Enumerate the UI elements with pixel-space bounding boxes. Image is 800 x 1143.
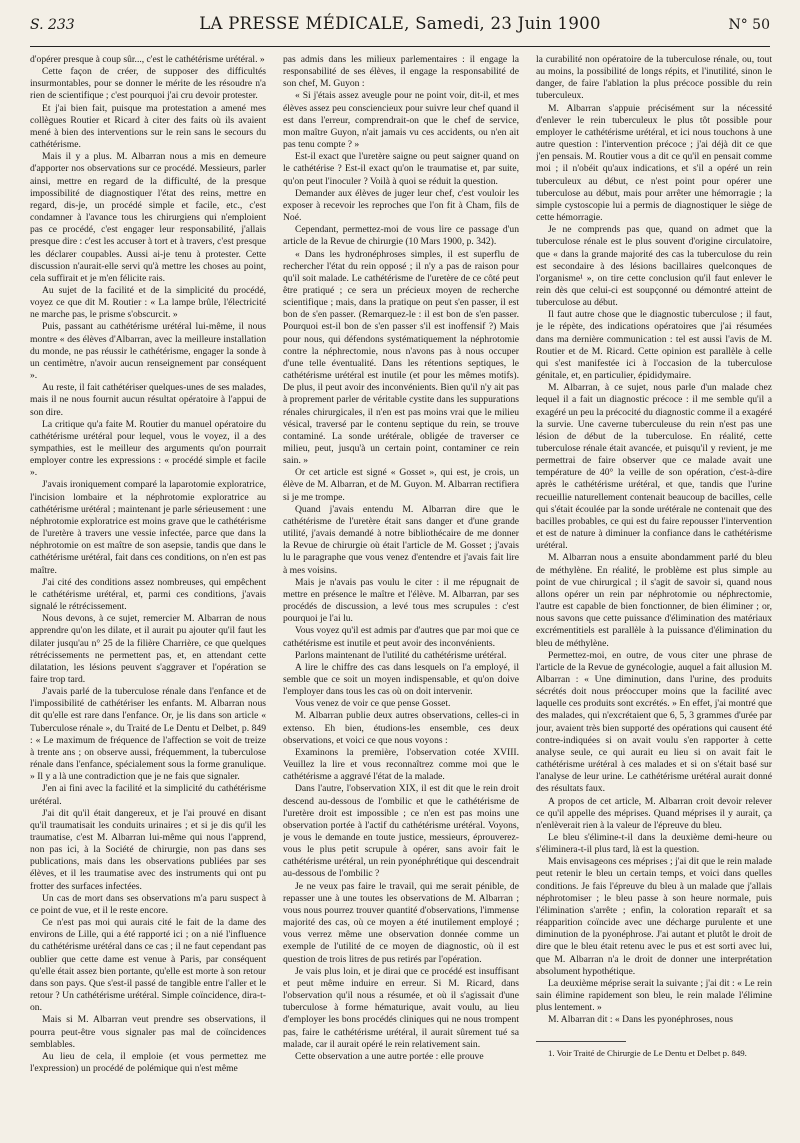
paragraph: J'avais ironiquement comparé la laparotomie exploratrice, l'incision lombaire et la néphrotomie exploratrice au cathétérisme urétéral ; maintenant je parle sérieusement : une néphrotomie exploratrice est moins grave que le cathétérisme de l'uretère à travers une vessie infectée, parce que dans la néphrotomie on est maître de son asepsie, tandis que dans le cathétérisme urétéral, fait dans ces conditions, on n'en est pas maître.	[30, 479, 266, 576]
paragraph: M. Albarran nous a ensuite abondamment parlé du bleu de méthylène. En réalité, le problème est plus simple au point de vue chirurgical ; il s'agit de savoir si, quand nous allons opérer un rein par néphrotomie ou néphrectomie, l'autre est capable de bien fonctionner, de bien éliminer ; or, nous savons que cette puissance d'élimination des matériaux excrémentitiels est parallèle à la puissance d'élimination du bleu de méthylène.	[536, 552, 772, 649]
paragraph: « Dans les hydronéphroses simples, il est superflu de rechercher l'état du rein opposé ; il n'y a pas de raison pour qu'il soit malade. Le cathétérisme de l'uretère de ce côté peut être pratiqué ; ce sera un précieux moyen de recherche scientifique ; mais, dans la pratique on peut s'en passer, il est bon de s'en passer. (Remarquez-le : il est bon de s'en passer. Pourquoi est-il bon de s'en passer s'il est inoffensif ?) Mais pour nous, qui défendons systématiquement la néphrotomie contre la néphrectomie, nous n'avons pas à nous occuper d'une telle éventualité. Dans les rétentions septiques, le cathétérisme urétéral est inutile (et pour les mêmes motifs). De plus, il peut avoir des inconvénients. Bien qu'il n'y ait pas à proprement parler de véritable cystite dans les suppurations rénales chirurgicales, il n'en est pas moins vrai que le milieu vésical, traversé par le contenu septique du rein, se trouve contaminé. La sonde urétérale, obligée de traverser ce milieu, peut, jusqu'à un certain point, contaminer ce rein sain. »	[283, 248, 519, 467]
paragraph: Demander aux élèves de juger leur chef, c'est vouloir les exposer à recevoir les reproches que l'on fit à Cham, fils de Noé.	[283, 187, 519, 224]
paragraph: Au lieu de cela, il emploie (et vous permettez me l'expression) un procédé de polémique qui n'est même	[30, 1050, 266, 1074]
paragraph: A propos de cet article, M. Albarran croit devoir relever ce qu'il appelle des méprises. Quand méprises il y aurait, ça n'enlèverait rien à la valeur de l'épreuve du bleu.	[536, 795, 772, 831]
paragraph: La critique qu'a faite M. Routier du manuel opératoire du cathétérisme urétéral pour lequel, vous le voyez, il a des sympathies, est le meilleur des arguments qu'on pourrait employer contre les expressions : « procédé simple et facile ».	[30, 418, 266, 479]
footnote: 1. Voir Traité de Chirurgie de Le Dentu et Delbet p. 849.	[548, 1047, 747, 1058]
issue-number: N° 50	[728, 17, 770, 33]
paragraph: pas admis dans les milieux parlementaires : il engage la responsabilité de ses élèves, il engage la responsabilité de son chef, M. Guyon :	[283, 54, 519, 90]
paragraph: Au reste, il fait cathétériser quelques-unes de ses malades, mais il ne nous fournit aucun résultat opératoire à l'appui de son dire.	[30, 382, 266, 418]
paragraph: Je vais plus loin, et je dirai que ce procédé est insuffisant et peut même induire en erreur. Si M. Ricard, dans l'observation qu'il nous a résumée, et où il s'agissait d'une tuberculose à forme hématurique, avait voulu, au lieu d'employer les bons procédés cliniques qui ne nous trompent pas, faire le cathétérisme urétéral, il aurait sûrement tué sa malade, car il aurait opéré le rein relativement sain.	[283, 965, 519, 1050]
text-column-3	[536, 54, 772, 1134]
paragraph: J'ai cité des conditions assez nombreuses, qui empêchent le cathétérisme urétéral, et, parmi ces conditions, j'avais signalé le rétrécissement.	[30, 576, 266, 613]
paragraph: Nous devons, à ce sujet, remercier M. Albarran de nous apprendre qu'on les dilate, et il aurait pu ajouter qu'il faut les dilater jusqu'au n° 25 de la filière Charrière, ce que quelques rétrécissements ne permettent pas, et, en attendant cette dilatation, les lésions peuvent s'aggraver et l'opération se faire trop tard.	[30, 613, 266, 685]
paragraph: Dans l'autre, l'observation XIX, il est dit que le rein droit descend au-dessous de l'ombilic et que le cathétérisme de l'uretère droit est impossible ; ce n'en est pas moins une observation portée à l'actif du cathétérisme urétéral. Voyons, je vous le demande en toute justice, messieurs, éprouverez-vous le plus petit scrupule à opérer, sans avoir fait le cathétérisme urétéral, un rein pyonéphrétique qui descendrait au-dessous de l'ombilic ?	[283, 783, 519, 880]
paragraph: Vous venez de voir ce que pense Gosset.	[295, 698, 451, 710]
paragraph: Ce n'est pas moi qui aurais cité le fait de la dame des environs de Lille, qui a été rapporté ici ; on a nié l'influence du cathétérisme urétéral dans ce cas ; il ne faut cependant pas oublier que cette dame est venue à Paris, par conséquent qu'elle était assez bien portante, qu'elle est morte à son retour dans son pays. Que s'est-il passé de tangible entre l'aller et le retour ? Un cathétérisme urétéral. Simple coïncidence, dira-t-on.	[30, 917, 266, 1014]
paragraph: A lire le chiffre des cas dans lesquels on l'a employé, il semble que ce soit un moyen indispensable, et qu'on doive l'employer dans tous les cas où on doit intervenir.	[283, 661, 519, 698]
paragraph: Cette observation a une autre portée : elle prouve	[295, 1050, 484, 1062]
paragraph: Au sujet de la facilité et de la simplicité du procédé, voyez ce que dit M. Routier : « La lampe brûle, l'électricité ne marche pas, le prisme s'obscurcit. »	[30, 284, 266, 321]
paragraph: M. Albarran s'appuie précisément sur la nécessité d'enlever le rein tuberculeux le plus tôt possible pour employer le cathétérisme urétéral, et ici nous touchons à une autre question : l'intervention précoce ; j'ai déjà dit ce que j'en pensais. M. Routier vous a dit ce qu'il en pensait comme moi ; il n'obéit qu'aux indications, et s'il a opéré un rein tuberculeux au début, ce n'est point pour opérer une tuberculose au début, mais pour arrêter une hémorragie ; la simple cystoscopie lui a permis de diagnostiquer le siège de cette hémorragie.	[536, 102, 772, 224]
page-number: S. 233	[30, 17, 75, 33]
paragraph: Est-il exact que l'uretère saigne ou peut saigner quand on le cathétérise ? Est-il exact qu'on le traumatise et, par suite, qu'on peut l'inoculer ? Voilà à quoi se réduit la question.	[283, 151, 519, 187]
paragraph: Or cet article est signé « Gosset », qui est, je crois, un élève de M. Albarran, et de M. Guyon. M. Albarran rectifiera si je me trompe.	[283, 467, 519, 503]
paragraph: Cependant, permettez-moi de vous lire ce passage d'un article de la Revue de chirurgie (10 Mars 1900, p. 342).	[283, 224, 519, 248]
paragraph: Parlons maintenant de l'utilité du cathétérisme urétéral.	[295, 649, 507, 661]
paragraph: Mais si M. Albarran veut prendre ses observations, il pourra peut-être vous signaler pas mal de coïncidences semblables.	[30, 1014, 266, 1050]
paragraph: M. Albarran dit : « Dans les pyonéphroses, nous	[548, 1014, 733, 1026]
paragraph: d'opérer presque à coup sûr..., c'est le cathétérisme urétéral. »	[30, 54, 265, 65]
paragraph: Cette façon de créer, de supposer des difficultés insurmontables, pour se donner le mérite de les résoudre n'a rien de scientifique ; c'est pourquoi j'ai cru devoir protester.	[30, 66, 266, 102]
paragraph: Mais je n'avais pas voulu le citer : il me répugnait de mettre en présence le maître et l'élève. M. Albarran, par ses procédés de discussion, a levé tous mes scrupules : c'est pourquoi je l'ai lu.	[283, 576, 519, 625]
paragraph: Mais envisageons ces méprises ; j'ai dit que le rein malade peut retenir le bleu un certain temps, et voici dans quelles conditions. Je fais l'épreuve du bleu à un malade que j'allais néphrotomiser ; le bleu passe à son heure normale, puis l'élimination s'arrête ; enfin, la coloration reparaît et sa réapparition coïncide avec une décharge purulente et une diminution de la pyonéphrose. J'ai autant et plutôt le droit de dire que le bleu était retenu avec le pus et est sorti avec lui, que M. Albarran n'a le droit de donner une interprétation absolument hypothétique.	[536, 856, 772, 977]
footnote-rule	[536, 1041, 626, 1048]
paragraph: Le bleu s'élimine-t-il dans la deuxième demi-heure ou s'éliminera-t-il plus tard, là est la question.	[536, 832, 772, 856]
column-3-body	[536, 54, 772, 1027]
paragraph: Je ne comprends pas que, quand on admet que la tuberculose rénale est le plus souvent d'origine circulatoire, que « dans la grande majorité des cas la tuberculose du rein est secondaire à des lésions bacillaires quelconques de l'organisme¹ », on tire cette conclusion qu'il faut enlever le rein dès que celui-ci est soupçonné ou démontré atteint de tuberculose au début.	[536, 224, 772, 309]
paragraph: M. Albarran, à ce sujet, nous parle d'un malade chez lequel il a fait un diagnostic précoce : il me semble qu'il a exagéré un peu la précocité du diagnostic comme il a exagéré la survie. Une caverne tuberculeuse du rein n'est pas une lésion de début de la tuberculose. En réalité, cette tuberculose rénale était avancée, et puisqu'il y revient, je me permettrai de faire observer que ce malade avait une température de 40° la veille de son opération, c'est-à-dire après le cathétérisme urétéral, et que, tandis que l'urine recueillie naturellement contenait beaucoup de bacilles, celle qui s'était écoulée par la sonde urétérale ne contenait que des bacilles probables, ce qui est du faire repousser l'intervention et est de nature à diminuer la confiance dans le cathétérisme urétéral.	[536, 382, 772, 552]
journal-title: LA PRESSE MÉDICALE, Samedi, 23 Juin 1900	[199, 14, 601, 33]
text-column-2	[283, 54, 519, 1134]
paragraph: La deuxième méprise serait la suivante ; j'ai dit : « Le rein sain élimine rapidement son bleu, le rein malade l'élimine plus lentement. »	[536, 977, 772, 1014]
paragraph: J'en ai fini avec la facilité et la simplicité du cathétérisme urétéral.	[30, 783, 266, 807]
paragraph: M. Albarran publie deux autres observations, celles-ci in extenso. Eh bien, étudions-les ensemble, ces deux observations, et voici ce que nous voyons :	[283, 710, 519, 746]
paragraph: la curabilité non opératoire de la tuberculose rénale, ou, tout au moins, la possibilité de longs répits, et l'inutilité, sinon le danger, de faire l'ablation la plus précoce possible du rein tuberculeux.	[536, 54, 772, 102]
paragraph: J'avais parlé de la tuberculose rénale dans l'enfance et de l'impossibilité de cathétériser les enfants. M. Albarran nous dit qu'elle est rare dans l'enfance. Or, je lis dans son article « Tuberculose rénale », du Traité de Le Dentu et Delbet, p. 849 : « Le maximum de fréquence de l'affection se voit de treize à trente ans ; on observe aussi, fréquemment, la tuberculose rénale dans l'enfance, spécialement sous la forme granulique. » Il y a là une contradiction que je ne fais que signaler.	[30, 686, 266, 783]
paragraph: Il faut autre chose que le diagnostic tuberculose ; il faut, je le répète, des indications opératoires que j'ai résumées dans ma dernière communication : tel est aussi l'avis de M. Routier et de M. Ricard. Cette opinion est parallèle à celle qui s'est manifestée ici à l'occasion de la tuberculose génitale, et, en particulier, épididymaire.	[536, 309, 772, 382]
paragraph: Vous voyez qu'il est admis par d'autres que par moi que ce cathétérisme est inutile et peut avoir des inconvénients.	[283, 625, 519, 649]
paragraph: J'ai dit qu'il était dangereux, et je l'ai prouvé en disant qu'il traumatisait les conduits urinaires ; et si je dis qu'il les traumatise, c'est M. Albarran lui-même qui nous l'apprend, non pas ici, à la Société de chirurgie, non pas dans ses publications, mais dans les observations publiées par ses élèves, et il les traumatise avec des instruments qui ont pu frotter des surfaces infectées.	[30, 807, 266, 892]
paragraph: Puis, passant au cathétérisme urétéral lui-même, il nous montre « des élèves d'Albarran, avec la meilleure installation du monde, ne pas réussir le cathétérisme, engager la sonde à un centimètre, n'avoir aucun renseignement par conséquent ».	[30, 321, 266, 382]
paragraph: Examinons la première, l'observation cotée XVIII. Veuillez la lire et vous reconnaîtrez comme moi que le cathétérisme a aggravé l'état de la malade.	[283, 746, 519, 783]
page-header	[30, 14, 770, 47]
text-column-1	[30, 54, 266, 1134]
paragraph: « Si j'étais assez aveugle pour ne point voir, dit-il, et mes élèves assez peu consciencieux pour suivre leur chef quand il est dans l'erreur, comprendrait-on que le chef de service, mon maître Guyon, n'ait jamais vu ces accidents, ou n'en ait pas tenu compte ? »	[283, 90, 519, 151]
paragraph: Je ne veux pas faire le travail, qui me serait pénible, de repasser une à une toutes les observations de M. Albarran ; vous nous pourrez trouver quantité d'observations, l'immense majorité des cas, où ce moyen a été inutilement employé ; vous verrez même une observation donnée comme un exemple de l'utilité de ce moyen de diagnostic, où il est question de trois litres de pus retirés par l'opération.	[283, 880, 519, 965]
paragraph: Permettez-moi, en outre, de vous citer une phrase de l'article de la Revue de gynécologie, auquel a fait allusion M. Albarran : « Une diminution, dans l'urine, des produits sécrétés doit nous préoccuper moins que la facilité avec laquelle ces produits sont excrétés. » En effet, j'ai montré que des malades, qui n'excrétaient que 6, 5, 3 grammes d'urée par jour, avaient très bien supporté des opérations qui causent été contre-indiquées si on avait voulu s'en rapporter à cette analyse seule, ce qui aurait eu lieu si on avait fait le cathétérisme urétéral à ces malades et si on s'était basé sur l'analyse de leur urine. Le cathétérisme urétéral aurait donné des résultats faux.	[536, 649, 772, 795]
paragraph: Quand j'avais entendu M. Albarran dire que le cathétérisme de l'uretère était sans danger et d'une grande utilité, j'avais demandé à notre bibliothécaire de me donner la Revue de chirurgie où était l'article de M. Gosset ; j'avais lu le paragraphe que vous venez d'entendre et j'avais fait lire à mes voisins.	[283, 503, 519, 576]
paragraph: Mais il y a plus. M. Albarran nous a mis en demeure d'apporter nos observations sur ce procédé. Messieurs, parler ainsi, mettre en regard de la difficulté, de la presque impossibilité de diagnostiquer l'état des reins, mettre en regard, dis-je, un procédé simple et facile, etc., c'est condamner à l'avance tous les chirurgiens qui n'emploient pas ce procédé, c'est engager leur responsabilité, j'allais presque dire : c'est les accuser à tort et à travers, c'est presque les déclarer coupables. Aussi ai-je tenu à protester. Cette discussion n'aurait-elle servi qu'à mettre les choses au point, cela suffirait et je m'en félicite rais.	[30, 151, 266, 284]
paragraph: Un cas de mort dans ses observations m'a paru suspect à ce point de vue, et il le reste encore.	[30, 892, 266, 916]
paragraph: Et j'ai bien fait, puisque ma protestation a amené mes collègues Routier et Ricard à citer des faits où ils avaient mené à bien des interventions sur le rein sans le secours du cathétérisme.	[30, 102, 266, 151]
